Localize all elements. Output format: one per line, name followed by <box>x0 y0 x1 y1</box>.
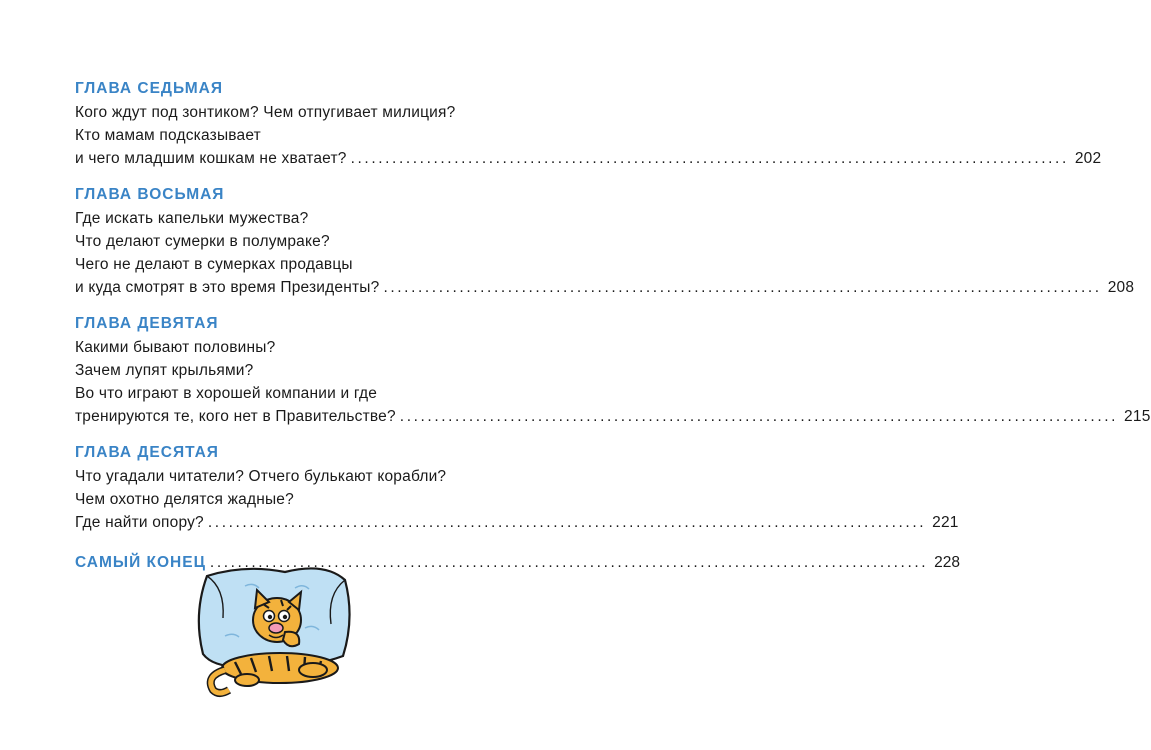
cat-on-pillow-icon <box>185 558 365 698</box>
page-number: 215 <box>1124 408 1151 425</box>
chapter-line: Где искать капельки мужества? <box>75 210 309 227</box>
toc-entry <box>75 511 959 534</box>
dot-leader: ........................................................................................................ <box>209 554 929 571</box>
page-number: 228 <box>934 554 961 571</box>
chapter-7 <box>75 78 1102 170</box>
table-of-contents <box>75 78 1151 574</box>
chapter-line: Чего не делают в сумерках продавцы <box>75 256 353 273</box>
chapter-line: Что делают сумерки в полумраке? <box>75 233 330 250</box>
chapter-line: Кого ждут под зонтиком? Чем отпугивает милиция? <box>75 104 456 121</box>
chapter-line: Кто мамам подсказывает <box>75 127 261 144</box>
chapter-line: Зачем лупят крыльями? <box>75 362 254 379</box>
chapter-title: ГЛАВА ДЕСЯТАЯ <box>75 444 219 461</box>
chapter-9 <box>75 313 1151 428</box>
chapter-line: тренируются те, кого нет в Правительстве? <box>75 408 396 425</box>
chapter-line: Чем охотно делятся жадные? <box>75 491 294 508</box>
chapter-line: Во что играют в хорошей компании и где <box>75 385 378 402</box>
toc-entry <box>75 147 1102 170</box>
dot-leader: ........................................................................................................ <box>399 408 1119 425</box>
chapter-title: ГЛАВА СЕДЬМАЯ <box>75 80 223 97</box>
dot-leader: ........................................................................................................ <box>383 279 1102 296</box>
chapter-line: Что угадали читатели? Отчего булькают корабли? <box>75 468 447 485</box>
chapter-line: и чего младшим кошкам не хватает? <box>75 150 347 167</box>
chapter-line: и куда смотрят в это время Президенты? <box>75 279 380 296</box>
chapter-title: ГЛАВА ДЕВЯТАЯ <box>75 315 219 332</box>
chapter-10 <box>75 442 959 534</box>
toc-entry <box>75 276 1135 299</box>
dot-leader: ........................................................................................................ <box>350 150 1069 167</box>
dot-leader: ........................................................................................................ <box>207 514 927 531</box>
chapter-8 <box>75 184 1135 299</box>
chapter-line: Какими бывают половины? <box>75 339 276 356</box>
chapter-line: Где найти опору? <box>75 514 204 531</box>
chapter-title: САМЫЙ КОНЕЦ <box>75 554 206 571</box>
chapter-title: ГЛАВА ВОСЬМАЯ <box>75 186 225 203</box>
toc-entry <box>75 405 1151 428</box>
page-number: 221 <box>932 514 959 531</box>
page-number: 208 <box>1107 279 1135 296</box>
page-number: 202 <box>1074 150 1102 167</box>
